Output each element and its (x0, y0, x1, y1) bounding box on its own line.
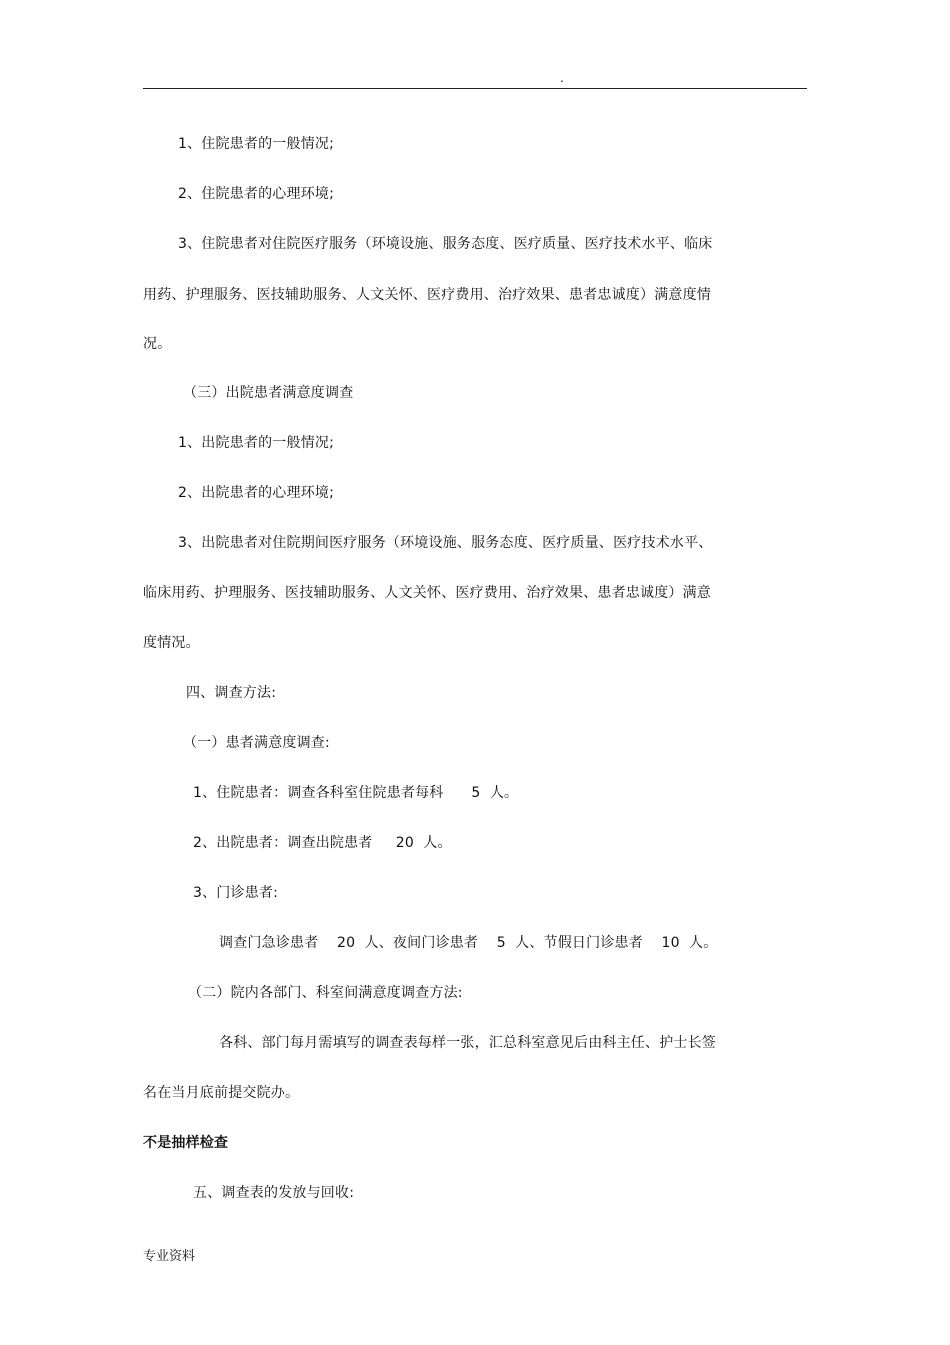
text-line: 3、出院患者对住院期间医疗服务（环境设施、服务态度、医疗质量、医疗技术水平、 (178, 535, 713, 551)
section-heading: （二）院内各部门、科室间满意度调查方法: (188, 985, 463, 1001)
text-line: 2、住院患者的心理环境; (178, 186, 335, 202)
text-line: 1、住院患者的一般情况; (178, 136, 335, 152)
text-line: 况。 (143, 336, 172, 352)
text-line: 3、门诊患者: (193, 885, 279, 901)
text-line: 2、出院患者的心理环境; (178, 485, 335, 501)
text-line: 临床用药、护理服务、医技辅助服务、人文关怀、医疗费用、治疗效果、患者忠诚度）满意 (143, 585, 711, 601)
text-line: 2、出院患者：调查出院患者 20 人。 (193, 835, 452, 851)
text-line: 3、住院患者对住院医疗服务（环境设施、服务态度、医疗质量、医疗技术水平、临床 (178, 236, 713, 252)
text-line: 1、出院患者的一般情况; (178, 435, 335, 451)
header-rule (143, 88, 807, 89)
section-heading: 五、调查表的发放与回收: (193, 1185, 355, 1201)
footer-label: 专业资料 (143, 1249, 196, 1264)
section-heading: （三）出院患者满意度调查 (183, 385, 354, 401)
text-line: 调查门急诊患者 20 人、夜间门诊患者 5 人、节假日门诊患者 10 人。 (219, 935, 718, 951)
section-heading: 四、调查方法: (186, 685, 277, 701)
text-line: 名在当月底前提交院办。 (143, 1085, 300, 1101)
text-line: 1、住院患者：调查各科室住院患者每科 5 人。 (193, 785, 519, 801)
section-heading: （一）患者满意度调查: (183, 735, 330, 751)
text-line: 不是抽样检查 (143, 1135, 229, 1151)
text-line: 各科、部门每月需填写的调查表每样一张，汇总科室意见后由科主任、护士长签 (219, 1035, 716, 1051)
header-mark: . (560, 71, 564, 85)
text-line: 用药、护理服务、医技辅助服务、人文关怀、医疗费用、治疗效果、患者忠诚度）满意度情 (143, 287, 711, 303)
text-line: 度情况。 (143, 635, 200, 651)
